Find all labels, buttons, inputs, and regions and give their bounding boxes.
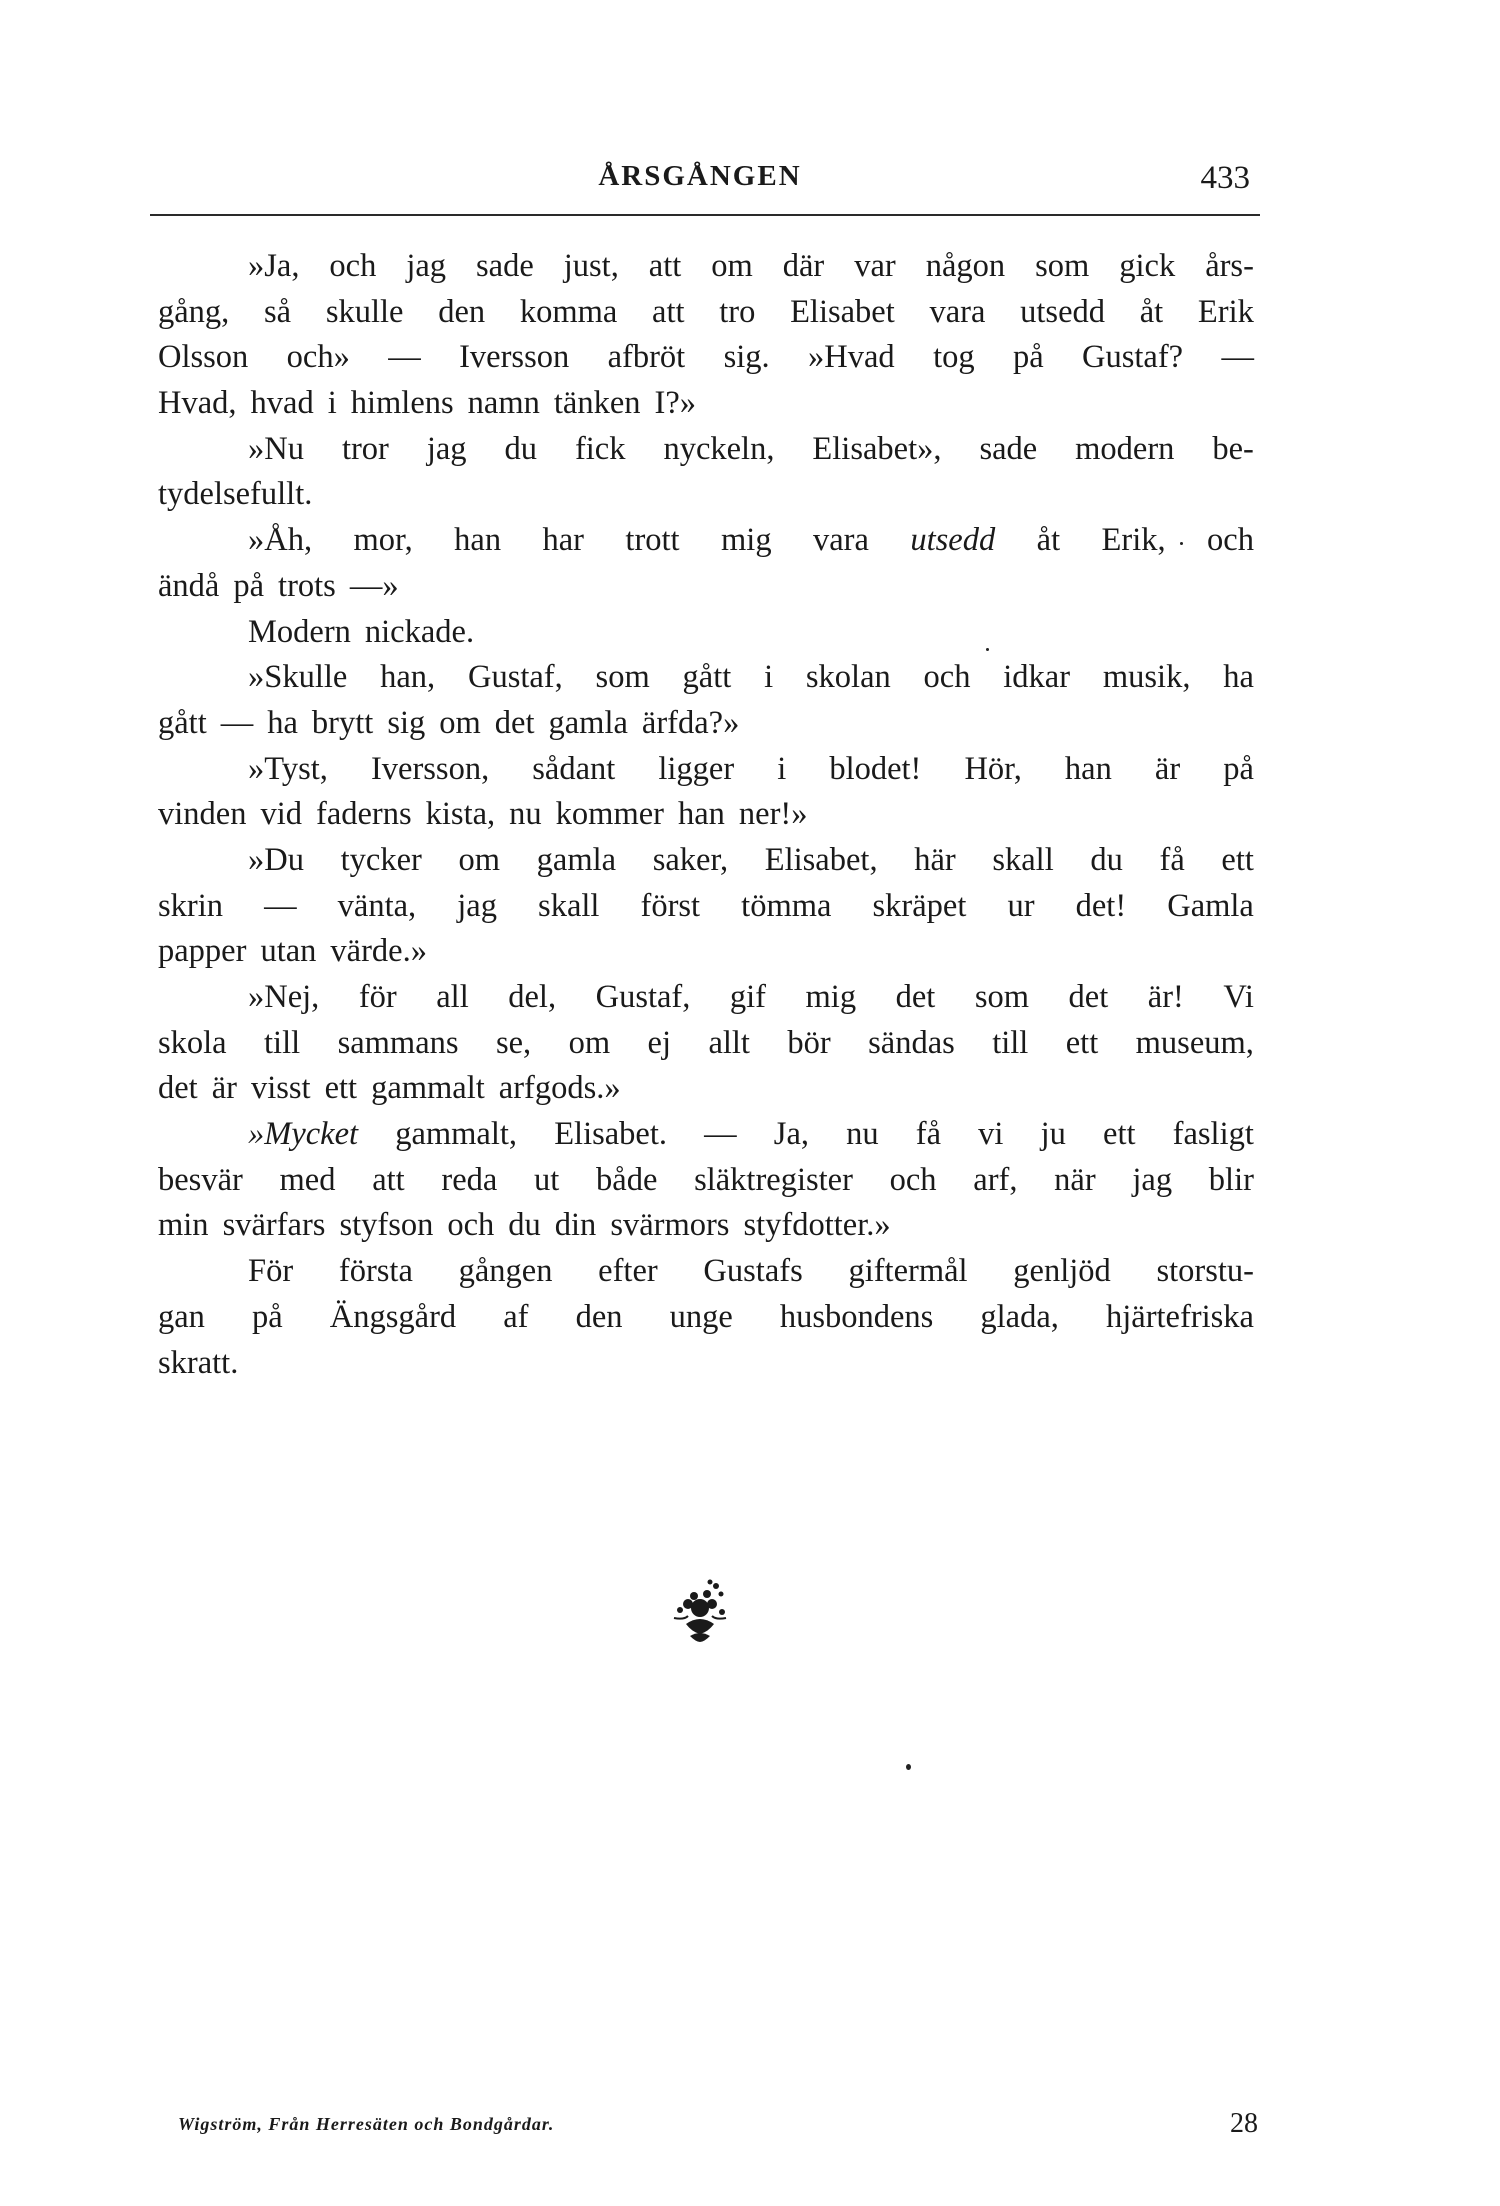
- text-line: gått — ha brytt sig om det gamla ärfda?»: [158, 704, 740, 741]
- signature-line: Wigström, Från Herresäten och Bondgårdar.: [178, 2114, 555, 2134]
- text-line: »Mycket gammalt, Elisabet. — Ja, nu få vi ju ett fasligt: [248, 1116, 1254, 1153]
- text-line: »Nej, för all del, Gustaf, gif mig det som det är! Vi: [248, 979, 1254, 1015]
- text-line: vinden vid faderns kista, nu kommer han ner!»: [158, 796, 808, 833]
- text-line: »Tyst, Iversson, sådant ligger i blodet! Hör, han är på: [248, 750, 1254, 787]
- text-line: gång, så skulle den komma att tro Elisabet vara utsedd åt Erik: [158, 293, 1254, 330]
- text-line: tydelsefullt.: [158, 476, 313, 513]
- text-line: Modern nickade.: [248, 613, 475, 650]
- signature-number: 28: [1230, 2108, 1258, 2139]
- text-line: ändå på trots —»: [158, 567, 399, 604]
- print-speck: [906, 1764, 911, 1770]
- text-line: Olsson och» — Iversson afbröt sig. »Hvad tog på Gustaf? —: [158, 339, 1254, 376]
- text-line: papper utan värde.»: [158, 933, 427, 970]
- text-line: gan på Ängsgård af den unge husbondens glada, hjärtefriska: [158, 1298, 1254, 1335]
- running-head: [150, 160, 1250, 210]
- floral-vignette-icon: [664, 1574, 736, 1654]
- text-line: Hvad, hvad i himlens namn tänken I?»: [158, 385, 697, 422]
- header-rule: [150, 214, 1260, 216]
- text-line: »Åh, mor, han har trott mig vara utsedd åt Erik, och: [248, 522, 1254, 559]
- print-speck: [1180, 542, 1183, 545]
- text-line: »Skulle han, Gustaf, som gått i skolan och idkar musik, ha: [248, 659, 1254, 696]
- text-line: »Nu tror jag du fick nyckeln, Elisabet», sade modern be-: [248, 430, 1254, 467]
- page-footer: [158, 2108, 1258, 2148]
- text-line: skola till sammans se, om ej allt bör sändas till ett museum,: [158, 1024, 1254, 1061]
- text-line: »Ja, och jag sade just, att om där var någon som gick års-: [248, 248, 1254, 284]
- text-line: skratt.: [158, 1344, 239, 1381]
- body-text: [158, 244, 1254, 1386]
- print-speck: [986, 648, 989, 651]
- running-title: ÅRSGÅNGEN: [598, 160, 802, 192]
- text-line: skrin — vänta, jag skall först tömma skräpet ur det! Gamla: [158, 887, 1254, 924]
- text-line: besvär med att reda ut både släktregister och arf, när jag blir: [158, 1161, 1254, 1198]
- page-number: 433: [1200, 160, 1250, 196]
- text-line: »Du tycker om gamla saker, Elisabet, här skall du få ett: [248, 841, 1254, 878]
- text-line: min svärfars styfson och du din svärmors styfdotter.»: [158, 1207, 891, 1244]
- text-line: För första gången efter Gustafs giftermål genljöd storstu-: [248, 1253, 1254, 1290]
- text-line: det är visst ett gammalt arfgods.»: [158, 1070, 621, 1107]
